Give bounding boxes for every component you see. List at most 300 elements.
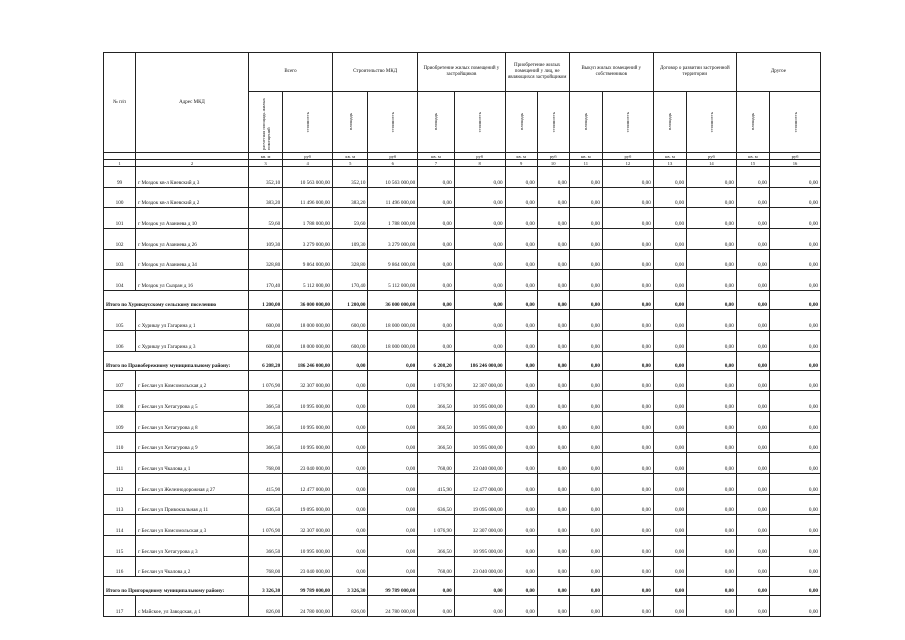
row-value: 0,00 (569, 249, 602, 270)
row-value: 0,00 (653, 208, 686, 229)
subtotal-cell: 0,00 (602, 291, 653, 310)
subtotal-cell: 0,00 (505, 351, 537, 370)
row-value: 5 112 000,00 (283, 270, 333, 291)
column-number: 9 (505, 160, 537, 167)
row-value: 23 040 000,00 (283, 556, 333, 577)
header-sub-cell: стоимость (687, 92, 737, 153)
row-value: 383,20 (248, 187, 282, 208)
row-value: 0,00 (736, 270, 769, 291)
column-number: 12 (602, 160, 653, 167)
row-value: 0,00 (537, 167, 569, 188)
row-value: 0,00 (418, 270, 455, 291)
header-address: Адрес МКД (136, 53, 249, 153)
header-sub-cell: стоимость (283, 92, 333, 153)
row-value: 0,00 (333, 556, 368, 577)
row-value: 12 477 000,00 (454, 473, 505, 494)
row-value: 366,50 (248, 391, 282, 412)
row-value: 0,00 (653, 229, 686, 250)
row-value: 0,00 (736, 208, 769, 229)
row-value: 0,00 (653, 310, 686, 331)
row-value: 0,00 (537, 391, 569, 412)
row-value: 0,00 (653, 556, 686, 577)
row-value: 10 563 000,00 (283, 167, 333, 188)
row-value: 0,00 (770, 494, 821, 515)
subtotal-cell: 0,00 (736, 351, 769, 370)
row-address: г Моздок ул Азаниева д 10 (136, 208, 249, 229)
subtotal-cell: 0,00 (537, 291, 569, 310)
row-value: 0,00 (653, 249, 686, 270)
row-address: г Беслан ул Чкалова д 2 (136, 556, 249, 577)
row-value: 1 076,90 (418, 370, 455, 391)
row-value: 0,00 (602, 270, 653, 291)
subtotal-cell: 36 000 000,00 (283, 291, 333, 310)
row-value: 383,20 (333, 187, 368, 208)
row-index: 100 (104, 187, 136, 208)
row-value: 0,00 (569, 330, 602, 351)
row-index: 111 (104, 453, 136, 474)
unit-cell (136, 153, 249, 160)
row-address: г Беслан ул Хетагурова д 5 (136, 391, 249, 412)
row-value: 0,00 (736, 556, 769, 577)
row-address: г Беслан ул Хетагурова д 8 (136, 411, 249, 432)
row-value: 0,00 (736, 249, 769, 270)
row-value: 0,00 (537, 310, 569, 331)
table-row (104, 167, 821, 188)
row-value: 0,00 (569, 473, 602, 494)
header-sub-cell: площадь (333, 92, 368, 153)
row-value: 0,00 (653, 167, 686, 188)
subtotal-cell: 36 000 000,00 (368, 291, 418, 310)
row-value: 0,00 (602, 453, 653, 474)
row-value: 23 040 000,00 (283, 453, 333, 474)
row-value: 0,00 (602, 596, 653, 617)
row-value: 0,00 (418, 310, 455, 331)
row-value: 0,00 (687, 494, 737, 515)
row-address: г Беслан ул Железнодорожная д 27 (136, 473, 249, 494)
row-value: 0,00 (687, 208, 737, 229)
column-number-row (104, 160, 821, 167)
row-value: 0,00 (770, 270, 821, 291)
header-sub-cell: расчетная площадь жилых помещений (248, 92, 282, 153)
row-value: 1 788 000,00 (283, 208, 333, 229)
row-value: 0,00 (418, 187, 455, 208)
row-value: 0,00 (736, 330, 769, 351)
subtotal-cell: 0,00 (368, 351, 418, 370)
row-value: 19 095 000,00 (454, 494, 505, 515)
row-value: 24 780 000,00 (283, 596, 333, 617)
row-value: 0,00 (454, 596, 505, 617)
row-value: 0,00 (505, 453, 537, 474)
row-address: г Моздок кв-л Киевский д 2 (136, 187, 249, 208)
header-group-purchase-others: Приобретение жилых помещений у лиц, не являющихся застройщиком (505, 53, 569, 92)
row-value: 0,00 (653, 432, 686, 453)
row-value: 0,00 (368, 453, 418, 474)
row-value: 0,00 (454, 330, 505, 351)
row-value: 1 788 000,00 (368, 208, 418, 229)
row-value: 0,00 (653, 515, 686, 536)
row-value: 0,00 (537, 515, 569, 536)
row-value: 0,00 (687, 556, 737, 577)
subtotal-cell: 6 208,20 (248, 351, 282, 370)
row-value: 0,00 (736, 187, 769, 208)
row-value: 0,00 (537, 229, 569, 250)
subtotal-cell: 0,00 (537, 577, 569, 596)
row-value: 0,00 (770, 536, 821, 557)
row-value: 0,00 (770, 473, 821, 494)
table-row (104, 391, 821, 412)
row-value: 0,00 (687, 515, 737, 536)
row-value: 18 000 000,00 (368, 310, 418, 331)
unit-cell: кв. м (569, 153, 602, 160)
row-value: 636,50 (248, 494, 282, 515)
row-value: 352,10 (248, 167, 282, 188)
row-value: 0,00 (770, 249, 821, 270)
row-value: 0,00 (602, 249, 653, 270)
subtotal-cell: 0,00 (569, 351, 602, 370)
row-index: 107 (104, 370, 136, 391)
subtotal-cell: 0,00 (569, 577, 602, 596)
row-value: 0,00 (368, 432, 418, 453)
unit-cell: руб (602, 153, 653, 160)
row-value: 0,00 (569, 515, 602, 536)
row-value: 366,50 (418, 536, 455, 557)
unit-cell: кв. м (248, 153, 282, 160)
row-value: 0,00 (454, 187, 505, 208)
column-number: 16 (770, 160, 821, 167)
row-value: 0,00 (653, 370, 686, 391)
row-value: 0,00 (368, 515, 418, 536)
row-value: 768,00 (248, 453, 282, 474)
row-address: г Беслан ул Хетагурова д 3 (136, 536, 249, 557)
row-value: 0,00 (687, 270, 737, 291)
row-value: 0,00 (537, 536, 569, 557)
row-value: 366,50 (248, 432, 282, 453)
header-group-construction: Строительство МКД (333, 53, 418, 92)
row-value: 0,00 (569, 556, 602, 577)
row-value: 366,50 (248, 536, 282, 557)
row-value: 0,00 (537, 556, 569, 577)
subtotal-cell: 0,00 (537, 351, 569, 370)
unit-cell: кв. м (333, 153, 368, 160)
subtotal-cell: 1 200,00 (248, 291, 282, 310)
document-sheet (103, 52, 821, 617)
row-value: 0,00 (569, 596, 602, 617)
row-value: 0,00 (770, 432, 821, 453)
row-value: 768,00 (248, 556, 282, 577)
row-value: 32 307 000,00 (283, 370, 333, 391)
row-value: 0,00 (736, 453, 769, 474)
row-address: г Моздок ул Сызран д 16 (136, 270, 249, 291)
row-address: г Беслан ул Комсомольская д 2 (136, 370, 249, 391)
subtotal-row (104, 291, 821, 310)
row-value: 0,00 (770, 596, 821, 617)
row-value: 0,00 (418, 330, 455, 351)
row-value: 12 477 000,00 (283, 473, 333, 494)
row-address: г Моздок ул Азаниева д 34 (136, 249, 249, 270)
row-value: 0,00 (569, 494, 602, 515)
row-address: г Моздок кв-л Киевский д 3 (136, 167, 249, 188)
table-row (104, 370, 821, 391)
row-value: 0,00 (653, 270, 686, 291)
row-value: 0,00 (602, 536, 653, 557)
row-value: 10 995 000,00 (454, 411, 505, 432)
row-value: 0,00 (333, 453, 368, 474)
header-group-total: Всего (248, 53, 332, 92)
unit-cell (104, 153, 136, 160)
row-value: 0,00 (569, 229, 602, 250)
row-address: г Беслан ул Чкалова д 1 (136, 453, 249, 474)
subtotal-label: Итого по Хурикаусскому сельскому поселению (104, 291, 249, 310)
table-row (104, 249, 821, 270)
row-index: 106 (104, 330, 136, 351)
header-sub-cell: стоимость (602, 92, 653, 153)
row-value: 768,00 (418, 453, 455, 474)
row-value: 0,00 (687, 370, 737, 391)
row-value: 0,00 (736, 391, 769, 412)
subtotal-cell: 0,00 (418, 577, 455, 596)
row-value: 10 995 000,00 (454, 432, 505, 453)
column-number: 5 (333, 160, 368, 167)
row-value: 0,00 (602, 391, 653, 412)
column-number: 13 (653, 160, 686, 167)
row-value: 5 112 000,00 (368, 270, 418, 291)
row-value: 0,00 (569, 411, 602, 432)
subtotal-cell: 0,00 (505, 577, 537, 596)
row-value: 0,00 (602, 167, 653, 188)
row-value: 11 496 000,00 (368, 187, 418, 208)
unit-cell: руб (454, 153, 505, 160)
row-value: 0,00 (505, 187, 537, 208)
column-number: 1 (104, 160, 136, 167)
row-value: 0,00 (537, 473, 569, 494)
row-value: 10 995 000,00 (454, 391, 505, 412)
unit-cell: руб (770, 153, 821, 160)
unit-cell: кв. м (653, 153, 686, 160)
column-number: 2 (136, 160, 249, 167)
row-value: 366,50 (418, 432, 455, 453)
table-row (104, 556, 821, 577)
row-value: 0,00 (653, 473, 686, 494)
row-value: 0,00 (333, 391, 368, 412)
row-value: 0,00 (333, 411, 368, 432)
row-value: 0,00 (687, 187, 737, 208)
row-value: 0,00 (736, 370, 769, 391)
subtotal-label: Итого по Пригородному муниципальному району: (104, 577, 249, 596)
row-value: 636,50 (418, 494, 455, 515)
row-value: 0,00 (602, 556, 653, 577)
row-value: 0,00 (770, 515, 821, 536)
row-value: 0,00 (333, 494, 368, 515)
row-value: 10 995 000,00 (283, 391, 333, 412)
row-value: 11 496 000,00 (283, 187, 333, 208)
row-value: 0,00 (454, 208, 505, 229)
row-value: 0,00 (602, 411, 653, 432)
column-number: 6 (368, 160, 418, 167)
row-value: 170,40 (333, 270, 368, 291)
row-value: 0,00 (569, 167, 602, 188)
row-value: 0,00 (505, 310, 537, 331)
row-index: 116 (104, 556, 136, 577)
row-value: 0,00 (505, 229, 537, 250)
row-value: 600,00 (248, 310, 282, 331)
row-value: 0,00 (687, 229, 737, 250)
row-value: 0,00 (653, 536, 686, 557)
row-value: 0,00 (454, 229, 505, 250)
row-address: г Беслан ул Комсомольская д 3 (136, 515, 249, 536)
subtotal-cell: 0,00 (333, 351, 368, 370)
column-number: 14 (687, 160, 737, 167)
row-value: 0,00 (687, 167, 737, 188)
subtotal-cell: 0,00 (418, 291, 455, 310)
row-value: 32 307 000,00 (454, 370, 505, 391)
row-index: 104 (104, 270, 136, 291)
row-value: 18 000 000,00 (283, 330, 333, 351)
row-value: 0,00 (418, 596, 455, 617)
row-index: 108 (104, 391, 136, 412)
row-value: 0,00 (418, 229, 455, 250)
row-value: 0,00 (333, 432, 368, 453)
row-value: 0,00 (736, 229, 769, 250)
row-index: 99 (104, 167, 136, 188)
row-value: 0,00 (505, 473, 537, 494)
row-value: 0,00 (505, 270, 537, 291)
row-value: 0,00 (537, 249, 569, 270)
row-value: 0,00 (687, 411, 737, 432)
subtotal-cell: 0,00 (454, 577, 505, 596)
row-value: 0,00 (687, 249, 737, 270)
header-sub-cell: площадь (653, 92, 686, 153)
row-index: 103 (104, 249, 136, 270)
row-value: 0,00 (569, 370, 602, 391)
row-value: 3 279 000,00 (368, 229, 418, 250)
header-idx: № п/п (104, 53, 136, 153)
subtotal-cell: 0,00 (736, 291, 769, 310)
row-value: 0,00 (653, 187, 686, 208)
subtotal-cell: 0,00 (653, 351, 686, 370)
row-value: 600,00 (248, 330, 282, 351)
row-value: 1 076,90 (418, 515, 455, 536)
row-value: 0,00 (368, 391, 418, 412)
row-value: 0,00 (736, 515, 769, 536)
row-value: 18 000 000,00 (368, 330, 418, 351)
row-address: с Хурикау ул Гагарина д 1 (136, 310, 249, 331)
subtotal-cell: 3 326,30 (333, 577, 368, 596)
row-value: 1 076,90 (248, 370, 282, 391)
row-value: 0,00 (537, 330, 569, 351)
row-value: 0,00 (687, 330, 737, 351)
row-value: 0,00 (736, 536, 769, 557)
row-value: 0,00 (569, 432, 602, 453)
row-value: 0,00 (602, 370, 653, 391)
row-value: 0,00 (602, 515, 653, 536)
row-index: 115 (104, 536, 136, 557)
row-value: 0,00 (770, 229, 821, 250)
header-sub-cell: площадь (569, 92, 602, 153)
row-value: 0,00 (505, 515, 537, 536)
row-value: 328,80 (333, 249, 368, 270)
row-value: 0,00 (333, 536, 368, 557)
row-value: 23 040 000,00 (454, 453, 505, 474)
row-value: 0,00 (569, 536, 602, 557)
row-value: 0,00 (687, 473, 737, 494)
header-sub-cell: стоимость (537, 92, 569, 153)
row-index: 109 (104, 411, 136, 432)
table-row (104, 596, 821, 617)
row-value: 0,00 (505, 596, 537, 617)
row-index: 112 (104, 473, 136, 494)
subtotal-cell: 0,00 (687, 351, 737, 370)
row-value: 0,00 (505, 536, 537, 557)
unit-cell: кв. м (505, 153, 537, 160)
header-sub-cell: стоимость (454, 92, 505, 153)
row-value: 0,00 (537, 453, 569, 474)
row-address: с Хурикау ул Гагарина д 3 (136, 330, 249, 351)
table-row (104, 432, 821, 453)
subtotal-cell: 0,00 (687, 291, 737, 310)
column-number: 7 (418, 160, 455, 167)
row-value: 0,00 (687, 536, 737, 557)
row-value: 0,00 (687, 310, 737, 331)
row-value: 0,00 (454, 310, 505, 331)
table-row (104, 453, 821, 474)
subtotal-cell: 99 789 000,00 (368, 577, 418, 596)
row-value: 10 995 000,00 (283, 432, 333, 453)
row-value: 0,00 (333, 370, 368, 391)
subtotal-cell: 0,00 (505, 291, 537, 310)
table-row (104, 229, 821, 250)
header-group-buyout: Выкуп жилых помещений у собственников (569, 53, 653, 92)
row-value: 0,00 (736, 310, 769, 331)
row-value: 0,00 (653, 411, 686, 432)
table-row (104, 270, 821, 291)
row-value: 826,00 (248, 596, 282, 617)
row-value: 0,00 (770, 330, 821, 351)
row-value: 0,00 (736, 432, 769, 453)
row-value: 0,00 (368, 556, 418, 577)
row-value: 0,00 (505, 391, 537, 412)
row-value: 32 307 000,00 (454, 515, 505, 536)
row-value: 0,00 (602, 310, 653, 331)
row-value: 3 279 000,00 (283, 229, 333, 250)
row-index: 114 (104, 515, 136, 536)
subtotal-cell: 0,00 (602, 351, 653, 370)
unit-cell: руб (537, 153, 569, 160)
row-value: 0,00 (505, 370, 537, 391)
row-value: 0,00 (653, 494, 686, 515)
row-value: 0,00 (687, 432, 737, 453)
row-value: 0,00 (569, 187, 602, 208)
subtotal-cell: 0,00 (770, 351, 821, 370)
row-value: 0,00 (569, 391, 602, 412)
row-value: 10 563 000,00 (368, 167, 418, 188)
row-value: 32 307 000,00 (283, 515, 333, 536)
row-index: 105 (104, 310, 136, 331)
row-value: 0,00 (770, 411, 821, 432)
row-value: 18 000 000,00 (283, 310, 333, 331)
subtotal-cell: 0,00 (687, 577, 737, 596)
subtotal-cell: 0,00 (602, 577, 653, 596)
row-value: 0,00 (505, 167, 537, 188)
column-number: 10 (537, 160, 569, 167)
row-value: 0,00 (736, 494, 769, 515)
row-value: 0,00 (569, 270, 602, 291)
row-value: 0,00 (687, 453, 737, 474)
row-value: 328,80 (248, 249, 282, 270)
row-value: 0,00 (736, 596, 769, 617)
row-value: 0,00 (537, 596, 569, 617)
units-row (104, 153, 821, 160)
table-row (104, 536, 821, 557)
